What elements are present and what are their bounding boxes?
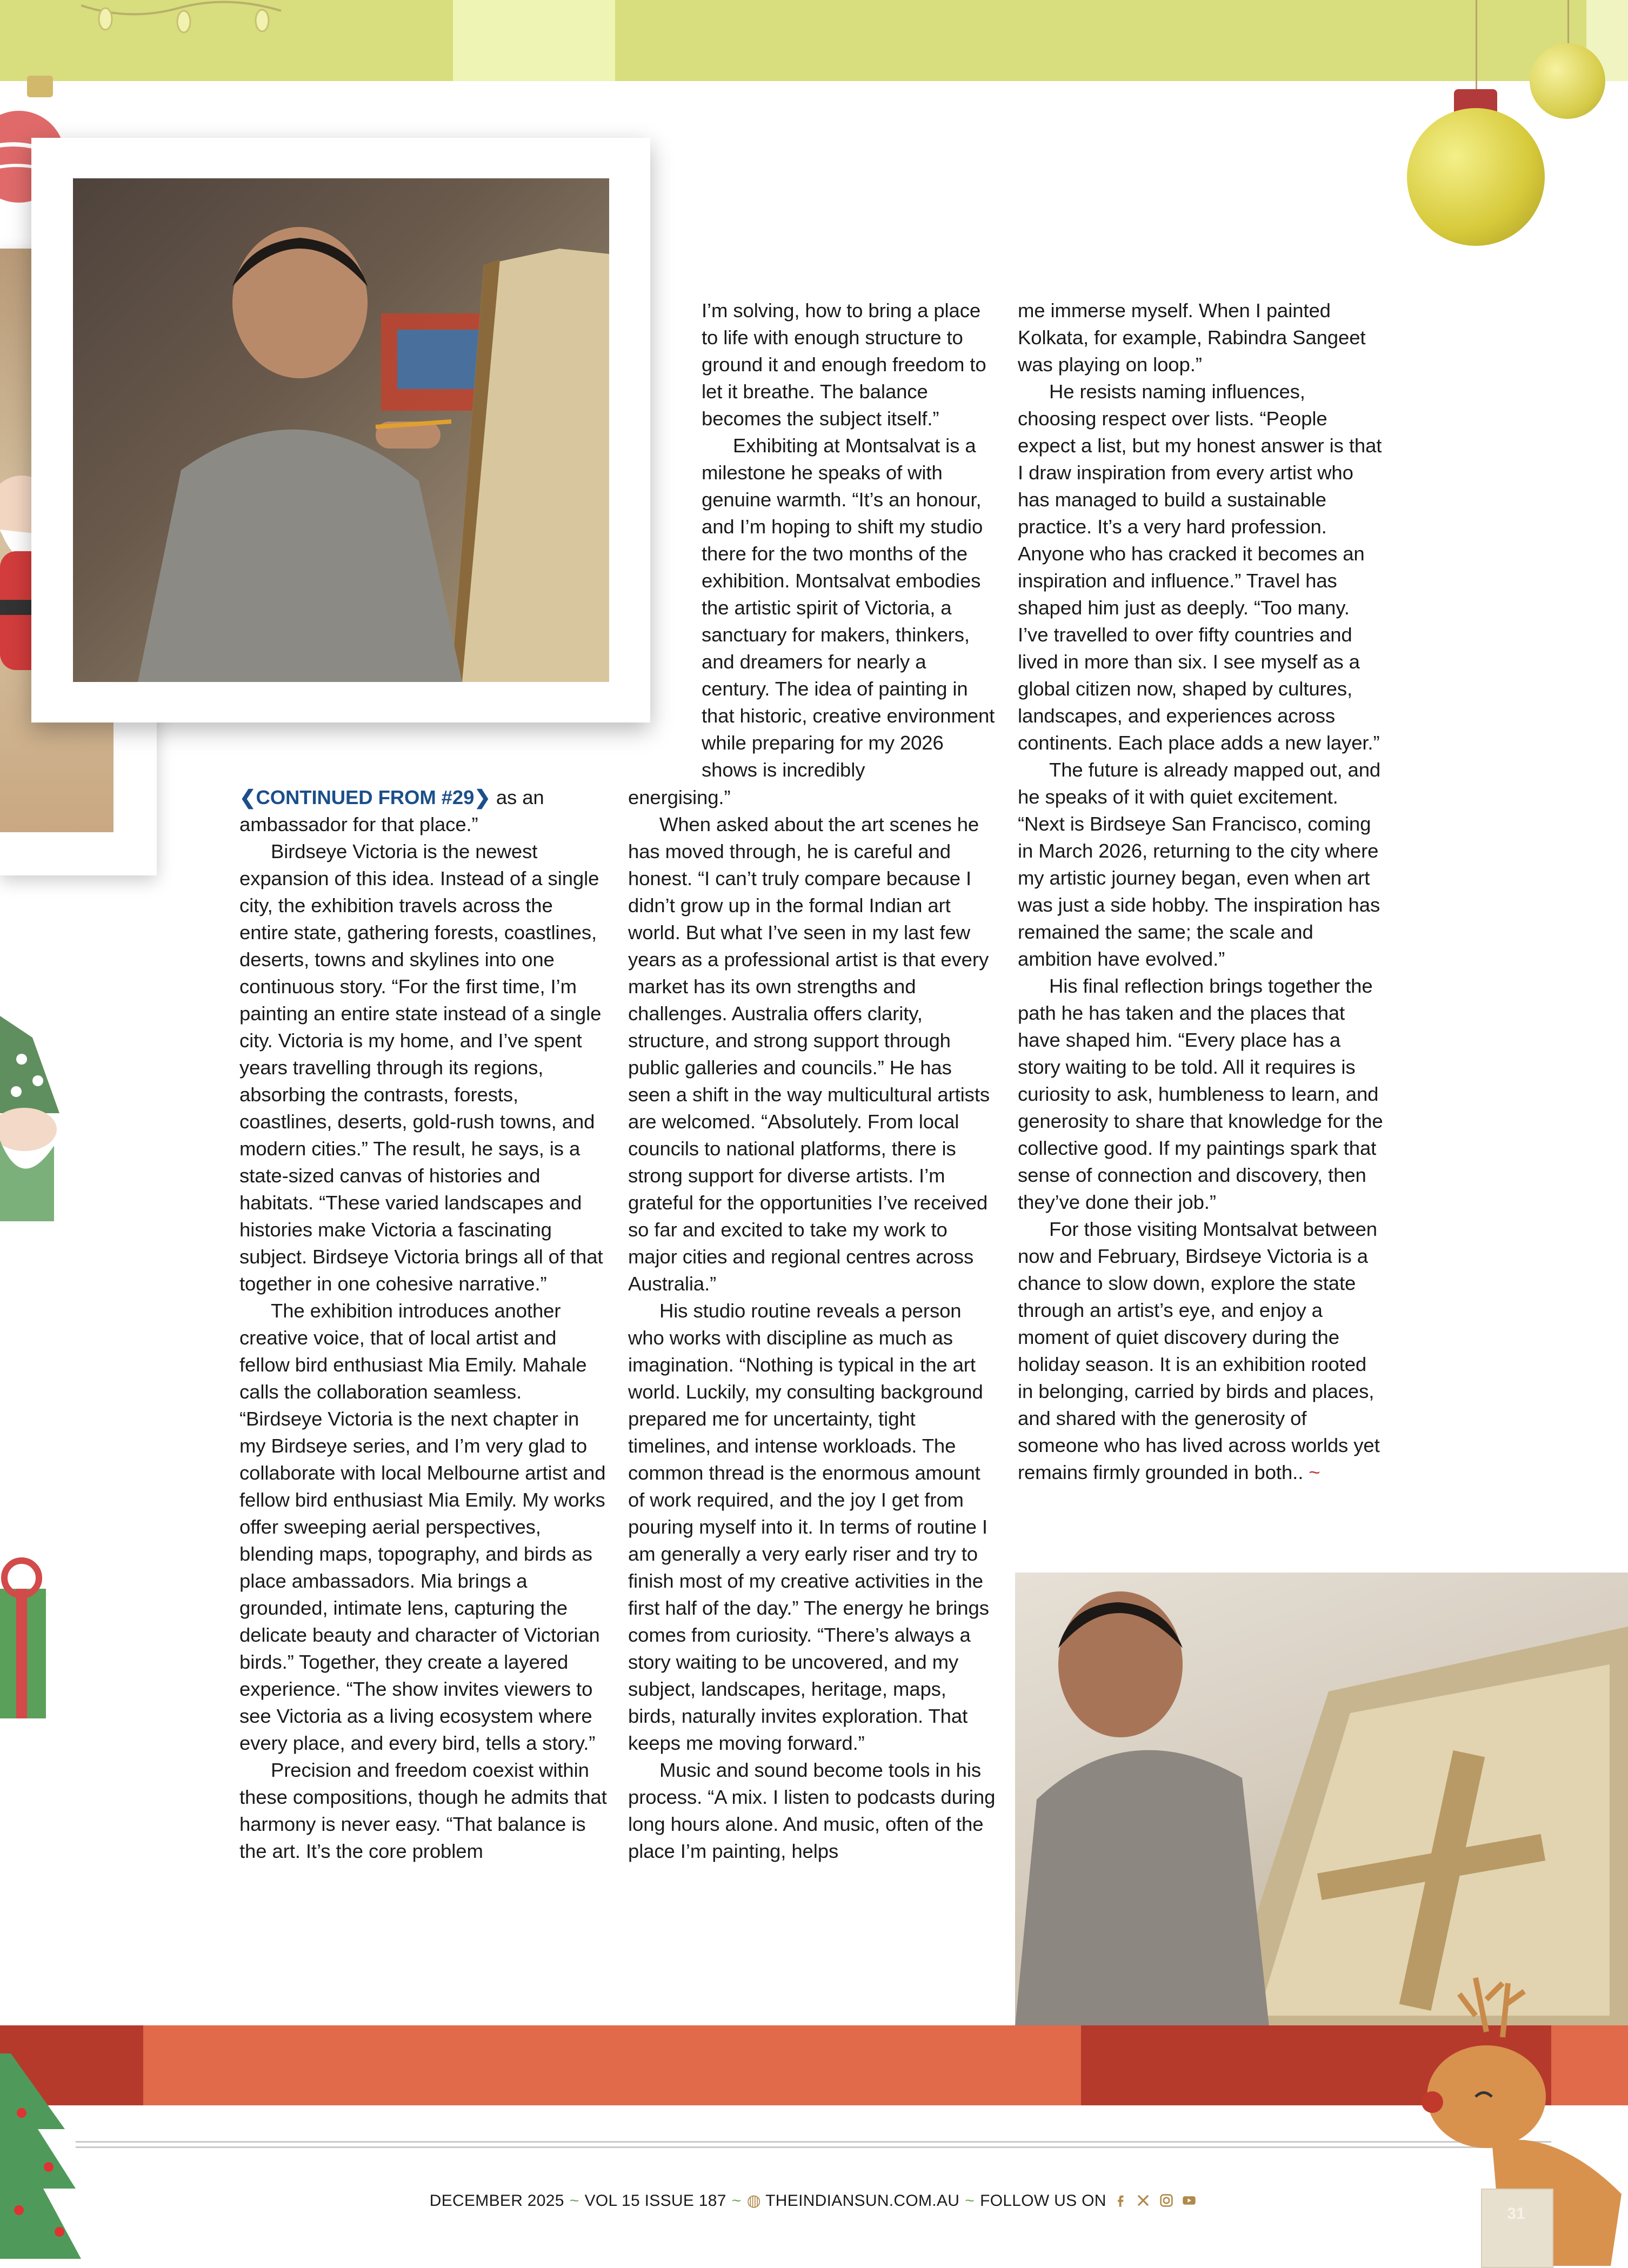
footer-follow-label: FOLLOW US ON [980, 2192, 1106, 2210]
small-yellow-ornament-decoration [1530, 43, 1605, 119]
footer-rule [76, 2146, 1551, 2148]
gnome-decoration [0, 1016, 65, 1232]
top-band-light-panel [453, 0, 615, 81]
article-column-1: ❮CONTINUED FROM #29❯ as an ambassador for that place.” Birdseye Victoria is the newest expansion of this idea. Instead of a single city, the exhibition travels across the entire state, gathering forests, coastlines, deserts, towns and skylines into one continuous story. “For the first time, I’m painting an entire state instead of a single city. Victoria is my home, and I’ve spent years travelling through its regions, absorbing the contrasts, forests, coastlines, deserts, gold-rush towns, and modern cities.” The result, he says, is a state-sized canvas of histories and habitats. “These varied landscapes and histories make Victoria a fascinating subject. Birdseye Victoria brings all of that together in one cohesive narrative.” The exhibition introduces another creative voice, that of local artist and fellow bird enthusiast Mia Emily. Mahale calls the collaboration seamless. “Birdseye Victoria is the next chapter in my Birdseye series, and I’m very glad to collaborate with local Melbourne artist and fellow bird enthusiast Mia Emily. My works offer sweeping aerial perspectives, blending maps, topography, and birds as place ambassadors. Mia brings a grounded, intimate lens, capturing the delicate beauty and character of Victorian birds.” Together, they create a layered experience. “The show invites viewers to see Victoria as a living ecosystem where every place, and every bird, tells a story.” Precision and freedom coexist within these compositions, though he admits that harmony is never easy. “That balance is the art. It’s the core problem [239, 784, 607, 1865]
end-mark-icon: ~ [1309, 1461, 1320, 1483]
x-twitter-icon[interactable] [1136, 2193, 1150, 2207]
artist-painting-photo [73, 178, 609, 682]
instagram-icon[interactable] [1159, 2193, 1173, 2207]
paragraph: The future is already mapped out, and he speaks of it with quiet excitement. “Next is Birdseye San Francisco, coming in March 2026, returning to the city where my artistic journey began, even when art was just a side hobby. The inspiration has remained the same; the scale and ambition have evolved.” [1018, 759, 1381, 970]
paragraph: Exhibiting at Montsalvat is a milestone he speaks of with genuine warmth. “It’s an honour, and I’m hoping to shift my studio there for the two months of the exhibition. Montsalvat embodies the artistic spirit of Victoria, a sanctuary for makers, thinkers, and dreamers for nearly a century. The idea of painting in that historic, creative environment while preparing for my 2026 shows is incredibly [702, 434, 995, 781]
footer-rule [76, 2141, 1551, 2143]
paragraph: The exhibition introduces another creative voice, that of local artist and fellow bird enthusiast Mia Emily. Mahale calls the collaboration seamless. “Birdseye Victoria is the next chapter in my Birdseye series, and I’m very glad to collaborate with local Melbourne artist and fellow bird enthusiast Mia Emily. My works offer sweeping aerial perspectives, blending maps, topography, and birds as place ambassadors. Mia brings a grounded, intimate lens, capturing the delicate beauty and character of Victorian birds.” Together, they create a layered experience. “The show invites viewers to see Victoria as a living ecosystem where every place, and every bird, tells a story.” [239, 1300, 606, 1754]
article-column-3 [1018, 297, 1385, 1486]
paragraph: When asked about the art scenes he has moved through, he is careful and honest. “I can’t truly compare because I didn’t grow up in the formal Indian art world. But what I’ve seen in my last few years as a professional artist is that every market has its own strengths and challenges. Australia offers clarity, structure, and strong support through public galleries and councils.” He has seen a shift in the way multicultural artists are welcomed. “Absolutely. From local councils to national platforms, there is strong support for diverse artists. I’m grateful for the opportunities I’ve received so far and excited to take my work to major cities and regional centres across Australia.” [628, 813, 990, 1295]
paragraph: His final reflection brings together the path he has taken and the places that have shaped him. “Every place has a story waiting to be told. All it requires is curiosity to ask, humbleness to learn, and generosity to share that knowledge for the collective good. If my paintings spark that sense of connection and discovery, then they’ve done their job.” [1018, 975, 1383, 1213]
yellow-ornament-decoration [1407, 108, 1545, 246]
paragraph: I’m solving, how to bring a place to life with enough structure to ground it and enough freedom to let it breathe. The balance becomes the subject itself.” [702, 299, 986, 430]
page-number-box [1481, 2189, 1553, 2268]
footer-issue: VOL 15 ISSUE 187 [584, 2192, 726, 2210]
string-lights-decoration [81, 0, 286, 38]
ornament-string [1476, 0, 1477, 92]
separator-icon: ~ [569, 2192, 579, 2210]
paragraph: Music and sound become tools in his process. “A mix. I listen to podcasts during long hours alone. And music, often of the place I’m painting, helps [628, 1759, 996, 1862]
gift-decoration [0, 1556, 54, 1724]
paragraph: Birdseye Victoria is the newest expansion of this idea. Instead of a single city, the exhibition travels across the entire state, gathering forests, coastlines, deserts, towns and skylines into one continuous story. “For the first time, I’m painting an entire state instead of a single city. Victoria is my home, and I’ve spent years travelling through its regions, absorbing the contrasts, forests, coastlines, deserts, gold-rush towns, and modern cities.” The result, he says, is a state-sized canvas of histories and habitats. “These varied landscapes and histories make Victoria a fascinating subject. Birdseye Victoria brings all of that together in one cohesive narrative.” [239, 840, 603, 1295]
paragraph: me immerse myself. When I painted Kolkata, for example, Rabindra Sangeet was playing on loop.” [1018, 299, 1366, 376]
christmas-tree-decoration [0, 2048, 81, 2266]
separator-icon: ~ [965, 2192, 975, 2210]
youtube-icon[interactable] [1182, 2193, 1196, 2207]
footer-date: DECEMBER 2025 [429, 2192, 564, 2210]
footer-website-link[interactable]: THEINDIANSUN.COM.AU [765, 2192, 960, 2210]
separator-icon: ~ [731, 2192, 742, 2210]
paragraph: His studio routine reveals a person who works with discipline as much as imagination. “Nothing is typical in the art world. Luckily, my consulting background prepared me for uncertainty, tight timelines, and intense workloads. The common thread is the enormous amount of work required, and the joy I get from pouring myself into it. In terms of routine I am generally a very early riser and try to finish most of my creative activities in the first half of the day.” The energy he brings comes from curiosity. “There’s always a story waiting to be uncovered, and my subject, landscapes, heritage, maps, birds, naturally invites exploration. That keeps me moving forward.” [628, 1300, 989, 1754]
paragraph: For those visiting Montsalvat between now and February, Birdseye Victoria is a chance to slow down, explore the state through an artist’s eye, and enjoy a moment of quiet discovery during the holiday season. It is an exhibition rooted in belonging, carried by birds and places, and shared with the generosity of someone who has lived across worlds yet remains firmly grounded in both.. ~ [1018, 1218, 1380, 1483]
paragraph: energising.” [628, 786, 731, 808]
article-column-2-bottom [628, 784, 996, 1865]
page-number: 31 [1507, 2205, 1525, 2223]
continued-from-marker[interactable]: ❮CONTINUED FROM #29❯ [239, 786, 491, 808]
paragraph: Precision and freedom coexist within these compositions, though he admits that harmony is never easy. “That balance is the art. It’s the core problem [239, 1759, 607, 1862]
globe-icon: ◍ [746, 2192, 762, 2210]
artist-at-easel-photo [1015, 1573, 1628, 2026]
footer [0, 2191, 1628, 2210]
ornament-string [1567, 0, 1569, 46]
facebook-icon[interactable] [1113, 2193, 1127, 2207]
paragraph: He resists naming influences, choosing respect over lists. “People expect a list, but my honest answer is that I draw inspiration from every artist who has managed to build a sustainable practice. It’s a very hard profession. Anyone who has cracked it becomes an inspiration and influence.” Travel has shaped him just as deeply. “Too many. I’ve travelled to over fifty countries and lived in more than six. I see myself as a global citizen now, shaped by cultures, landscapes, and experiences across continents. Each place adds a new layer.” [1018, 380, 1382, 754]
article-column-2-top [702, 297, 996, 784]
